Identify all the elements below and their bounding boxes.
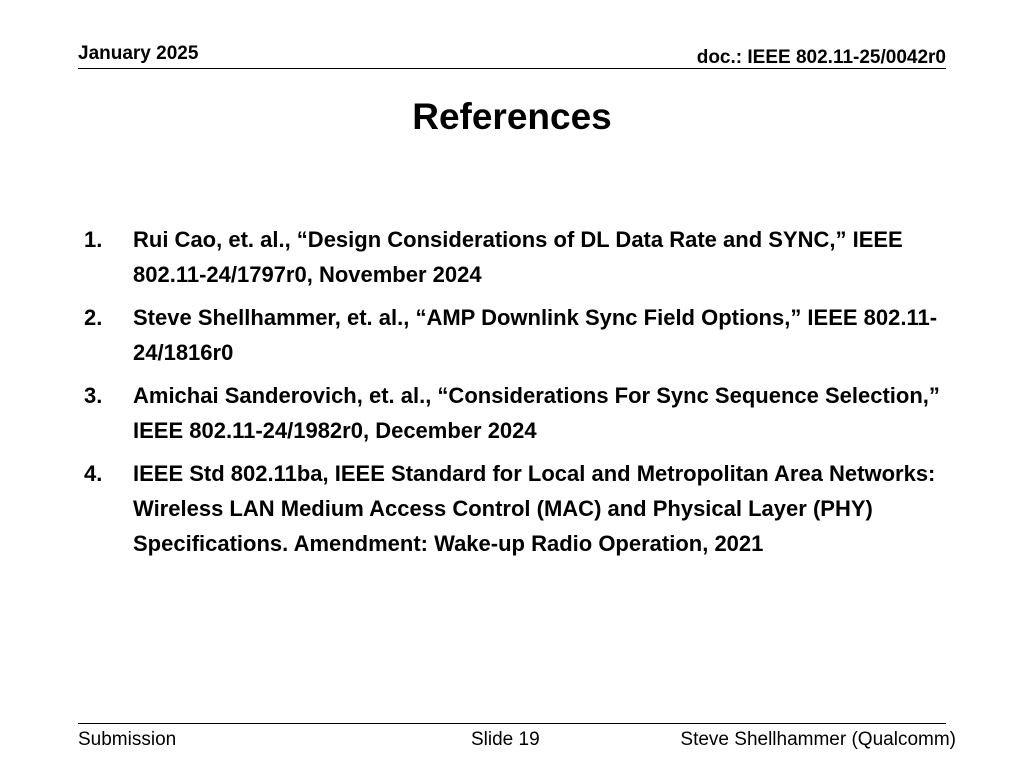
footer-slide-number: Slide 19 <box>471 729 540 750</box>
reference-item <box>84 378 954 448</box>
reference-list <box>84 222 954 569</box>
footer-submission: Submission <box>78 729 177 750</box>
header-divider <box>78 68 946 69</box>
header-date: January 2025 <box>78 43 199 64</box>
footer-author: Steve Shellhammer (Qualcomm) <box>680 729 956 750</box>
reference-text: Amichai Sanderovich, et. al., “Considerations For Sync Sequence Selection,” IEEE 802.11-24/1982r0, December 2024 <box>133 383 940 443</box>
reference-text: IEEE Std 802.11ba, IEEE Standard for Local and Metropolitan Area Networks: Wireless LAN Medium Access Control (MAC) and Physical Layer (PHY) Specifications. Amendment: Wake-up Radio Operation, 2021 <box>133 461 936 556</box>
slide-title: References <box>412 96 612 137</box>
reference-text: Steve Shellhammer, et. al., “AMP Downlink Sync Field Options,” IEEE 802.11-24/1816r0 <box>133 305 938 365</box>
footer-divider <box>78 723 946 724</box>
reference-text: Rui Cao, et. al., “Design Considerations of DL Data Rate and SYNC,” IEEE 802.11-24/1797r0, November 2024 <box>133 227 903 287</box>
reference-number: 4. <box>84 461 103 486</box>
reference-item <box>84 222 954 292</box>
reference-item <box>84 300 954 370</box>
reference-item <box>84 456 954 561</box>
reference-number: 3. <box>84 383 103 408</box>
reference-number: 1. <box>84 227 103 252</box>
header-doc-id: doc.: IEEE 802.11-25/0042r0 <box>696 47 946 68</box>
reference-number: 2. <box>84 305 103 330</box>
